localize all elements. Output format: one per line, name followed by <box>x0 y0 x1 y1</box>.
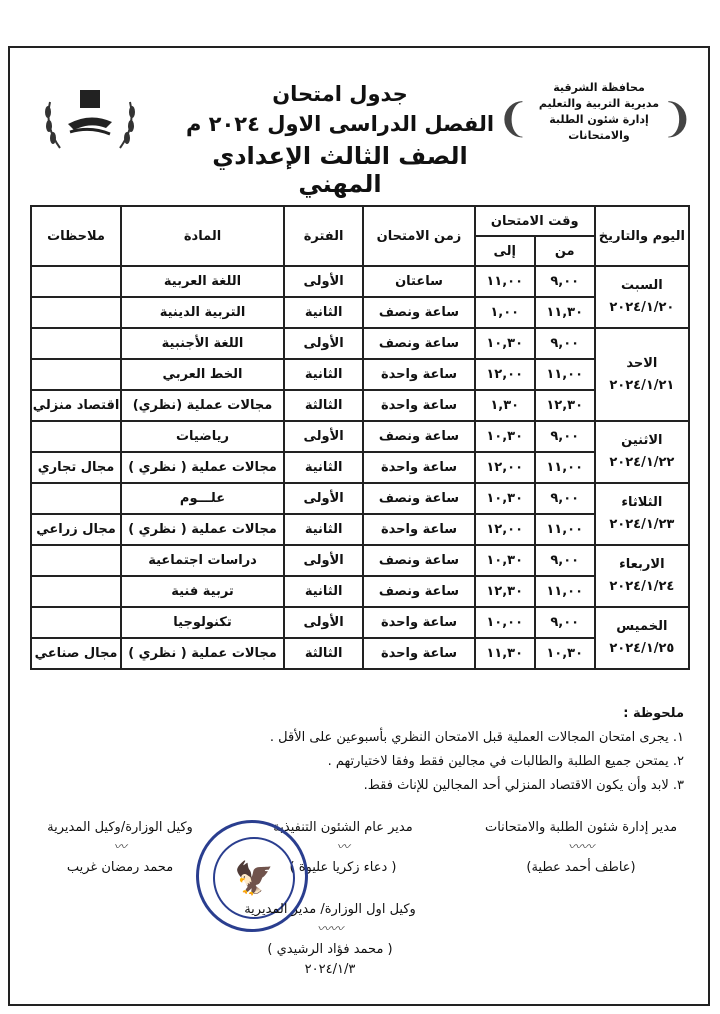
signatory-name: محمد رمضان غريب <box>66 860 174 875</box>
note-cell <box>31 359 121 390</box>
column-header-exam-time: وقت الامتحان <box>475 206 595 236</box>
day-cell <box>595 266 689 328</box>
note-cell: مجال صناعي <box>31 638 121 669</box>
to-cell: ١١,٣٠ <box>475 638 535 669</box>
day-cell <box>595 607 689 669</box>
subject-cell: الخط العربي <box>121 359 284 390</box>
duration-cell: ساعة ونصف <box>363 328 474 359</box>
day-cell <box>595 483 689 545</box>
day-date: ٢٠٢٤/١/٢٣ <box>609 517 675 532</box>
from-cell: ١٢,٣٠ <box>535 390 595 421</box>
note-cell <box>31 421 121 452</box>
duration-cell: ساعة ونصف <box>363 576 474 607</box>
period-cell: الثانية <box>284 297 363 328</box>
to-cell: ١٠,٣٠ <box>475 483 535 514</box>
to-cell: ١٠,٣٠ <box>475 545 535 576</box>
directorate-emblem <box>496 74 694 164</box>
note-cell <box>31 607 121 638</box>
signatory-name: (عاطف أحمد عطية) <box>526 860 636 875</box>
note-cell <box>31 545 121 576</box>
document-header <box>20 62 700 202</box>
note-cell <box>31 483 121 514</box>
signature-title: مدير إدارة شئون الطلبة والامتحانات <box>484 820 678 835</box>
column-header-notes: ملاحظات <box>31 206 121 266</box>
signature-block-undersecretary <box>200 900 460 980</box>
table-row <box>31 607 689 638</box>
signature-title: وكيل اول الوزارة/ مدير المديرية <box>244 902 416 917</box>
subject-cell: مجالات عملية ( نظري ) <box>121 452 284 483</box>
from-cell: ١١,٠٠ <box>535 359 595 390</box>
laurel-icon: ❩ <box>496 96 530 142</box>
signature-scribble: 〰〰 <box>567 840 594 855</box>
to-cell: ١٠,٣٠ <box>475 421 535 452</box>
note-cell <box>31 297 121 328</box>
to-cell: ١,٠٠ <box>475 297 535 328</box>
department-name: إدارة شئون الطلبة والامتحانات <box>549 113 649 142</box>
period-cell: الثانية <box>284 514 363 545</box>
subject-cell: مجالات عملية (نظري) <box>121 390 284 421</box>
table-row <box>31 576 689 607</box>
column-header-duration: زمن الامتحان <box>363 206 474 266</box>
table-row <box>31 266 689 297</box>
column-header-day: اليوم والتاريخ <box>595 206 689 266</box>
to-cell: ١١,٠٠ <box>475 266 535 297</box>
duration-cell: ساعة ونصف <box>363 483 474 514</box>
period-cell: الثالثة <box>284 638 363 669</box>
table-row <box>31 452 689 483</box>
from-cell: ١١,٠٠ <box>535 576 595 607</box>
table-row <box>31 514 689 545</box>
column-header-to: إلى <box>475 236 535 266</box>
subject-cell: علـــوم <box>121 483 284 514</box>
notes-section <box>44 702 684 798</box>
period-cell: الأولى <box>284 607 363 638</box>
duration-cell: ساعة ونصف <box>363 297 474 328</box>
duration-cell: ساعة واحدة <box>363 607 474 638</box>
duration-cell: ساعة واحدة <box>363 638 474 669</box>
to-cell: ١٠,٣٠ <box>475 328 535 359</box>
table-row <box>31 545 689 576</box>
table-row <box>31 328 689 359</box>
note-item: ٢. يمتحن جميع الطلبة والطالبات في مجالين فقط وفقا لاختيارتهم . <box>327 754 684 769</box>
subject-cell: مجالات عملية ( نظري ) <box>121 514 284 545</box>
subject-cell: دراسات اجتماعية <box>121 545 284 576</box>
day-name: الاربعاء <box>619 557 665 572</box>
period-cell: الأولى <box>284 421 363 452</box>
to-cell: ١٢,٣٠ <box>475 576 535 607</box>
grade-title: الصف الثالث الإعدادي المهني <box>212 142 468 198</box>
signatory-name: ( محمد فؤاد الرشيدي ) <box>267 942 393 957</box>
table-row <box>31 297 689 328</box>
subject-cell: التربية الدينية <box>121 297 284 328</box>
day-date: ٢٠٢٤/١/٢٤ <box>609 579 675 594</box>
period-cell: الأولى <box>284 483 363 514</box>
eagle-icon: 🦅 <box>213 837 295 919</box>
note-cell <box>31 576 121 607</box>
signatory-name: ( دعاء زكريا عليوة ) <box>289 860 397 875</box>
directorate-name: مديرية التربية والتعليم <box>538 97 660 110</box>
subject-cell: رياضيات <box>121 421 284 452</box>
from-cell: ٩,٠٠ <box>535 266 595 297</box>
subject-cell: اللغة الأجنبية <box>121 328 284 359</box>
day-date: ٢٠٢٤/١/٢١ <box>609 377 675 393</box>
to-cell: ١٢,٠٠ <box>475 359 535 390</box>
note-cell: مجال تجاري <box>31 452 121 483</box>
note-cell <box>31 328 121 359</box>
day-name: الاثنين <box>621 433 663 448</box>
subject-cell: مجالات عملية ( نظري ) <box>121 638 284 669</box>
eagle-laurel-icon <box>40 82 140 160</box>
day-name: الخميس <box>616 619 668 634</box>
to-cell: ١٢,٠٠ <box>475 452 535 483</box>
duration-cell: ساعة واحدة <box>363 390 474 421</box>
duration-cell: ساعة ونصف <box>363 545 474 576</box>
from-cell: ١١,٠٠ <box>535 452 595 483</box>
to-cell: ١٢,٠٠ <box>475 514 535 545</box>
document-title: جدول امتحان <box>272 82 408 106</box>
column-header-from: من <box>535 236 595 266</box>
day-cell <box>595 545 689 607</box>
semester-title: الفصل الدراسى الاول ٢٠٢٤ م <box>185 112 495 136</box>
day-name: السبت <box>621 278 663 293</box>
from-cell: ٩,٠٠ <box>535 545 595 576</box>
subject-cell: اللغة العربية <box>121 266 284 297</box>
to-cell: ١,٣٠ <box>475 390 535 421</box>
note-cell: مجال زراعي <box>31 514 121 545</box>
table-row <box>31 421 689 452</box>
duration-cell: ساعة واحدة <box>363 359 474 390</box>
governorate-name: محافظة الشرقية <box>553 81 645 94</box>
day-date: ٢٠٢٤/١/٢٠ <box>609 300 675 315</box>
signature-block-students-affairs <box>466 818 696 878</box>
table-row <box>31 390 689 421</box>
day-cell <box>595 328 689 421</box>
from-cell: ١١,٣٠ <box>535 297 595 328</box>
note-cell: اقتصاد منزلي <box>31 390 121 421</box>
to-cell: ١٠,٠٠ <box>475 607 535 638</box>
title-block <box>170 82 510 198</box>
day-date: ٢٠٢٤/١/٢٢ <box>609 455 675 470</box>
duration-cell: ساعة واحدة <box>363 514 474 545</box>
subject-cell: تكنولوجيا <box>121 607 284 638</box>
day-cell <box>595 421 689 483</box>
signature-scribble: 〰 <box>336 840 350 855</box>
note-item: ٣. لابد وأن يكون الاقتصاد المنزلي أحد المجالين للإناث فقط. <box>363 778 684 793</box>
from-cell: ٩,٠٠ <box>535 607 595 638</box>
from-cell: ٩,٠٠ <box>535 483 595 514</box>
table-row <box>31 638 689 669</box>
day-name: الثلاثاء <box>621 495 663 510</box>
column-header-period: الفترة <box>284 206 363 266</box>
table-row <box>31 483 689 514</box>
signature-scribble: 〰〰 <box>316 922 343 937</box>
table-row <box>31 359 689 390</box>
day-date: ٢٠٢٤/١/٢٥ <box>609 641 675 656</box>
from-cell: ٩,٠٠ <box>535 421 595 452</box>
ministry-logo <box>40 82 140 160</box>
laurel-icon: ❨ <box>660 96 694 142</box>
signature-date: ٢٠٢٤/١/٣ <box>304 962 356 977</box>
from-cell: ١٠,٣٠ <box>535 638 595 669</box>
signature-block-deputy <box>20 818 220 878</box>
signature-scribble: 〰 <box>113 840 127 855</box>
period-cell: الأولى <box>284 328 363 359</box>
day-name: الاحد <box>626 355 658 371</box>
period-cell: الأولى <box>284 545 363 576</box>
period-cell: الثانية <box>284 452 363 483</box>
period-cell: الأولى <box>284 266 363 297</box>
signature-title: وكيل الوزارة/وكيل المديرية <box>47 820 193 835</box>
period-cell: الثانية <box>284 359 363 390</box>
note-cell <box>31 266 121 297</box>
duration-cell: ساعة واحدة <box>363 452 474 483</box>
subject-cell: تربية فنية <box>121 576 284 607</box>
exam-schedule-table <box>30 205 690 670</box>
from-cell: ١١,٠٠ <box>535 514 595 545</box>
from-cell: ٩,٠٠ <box>535 328 595 359</box>
note-item: ١. يجرى امتحان المجالات العملية قبل الامتحان النظري بأسبوعين على الأقل . <box>269 730 684 745</box>
notes-title: ملحوظة : <box>623 706 684 721</box>
duration-cell: ساعة ونصف <box>363 421 474 452</box>
column-header-subject: المادة <box>121 206 284 266</box>
period-cell: الثالثة <box>284 390 363 421</box>
duration-cell: ساعتان <box>363 266 474 297</box>
period-cell: الثانية <box>284 576 363 607</box>
signature-title: مدير عام الشئون التنفيذية <box>273 820 413 835</box>
